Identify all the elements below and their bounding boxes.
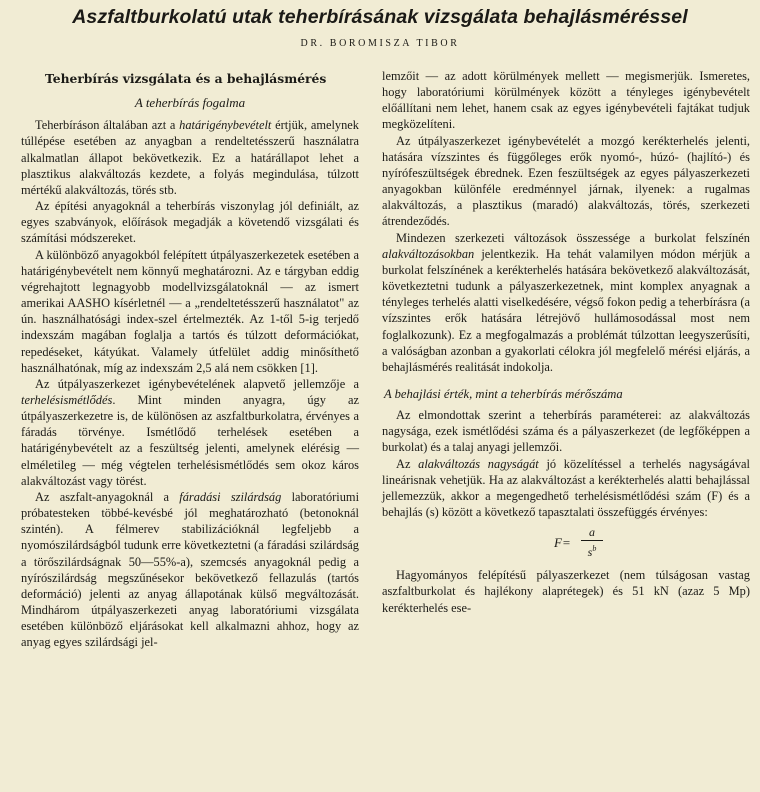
article-title: Aszfaltburkolatú utak teherbírásának vizsgálata behajlásméréssel [72,6,688,28]
paragraph: lemzőit — az adott körülmények mellett — megismerjük. Ismeretes, hogy laboratóriumi körülmények között a tényleges igénybevételt előállítani nem lehet, hanem csak az egyes igénybevételi fajtákat tudjuk megközelíteni. [382,69,750,132]
right-column [382,68,750,616]
paragraph: Az elmondottak szerint a teherbírás paraméterei: az alakváltozás nagysága, ezek ismétlődési száma és a pályaszerkezet (de legfőképpen a burkolat) és a talaj anyagi jellemzői. [382,408,750,455]
paragraph: Az alakváltozás nagyságát jó közelítéssel a terhelés nagyságával lineárisnak vehetjük. Ha az alakváltozást a kerékterhelés alatti behajlással jellemezzük, akkor a megengedhető terhelésismétlődési szám (F) és a behajlás (s) között a következő tapasztalati összefüggés érvényes: [382,456,750,520]
paragraph: Az aszfalt-anyagoknál a fáradási szilárdság laboratóriumi próbatesteken többé-kevésbé jól meghatározható (betonoknál szintén). A félmerev stabilizációknál legfeljebb a nyomószilárdságból tudunk erre következtetni (a fáradási szilárdság a törőszilárdságnak 50—55%-a), szemcsés anyagoknál pedig a nyírószilárdság megszűnésekor bekövetkező fellazulás (tartós deformáció) jelenti az anyag állapotának külső megváltozását. Mindhárom útpályaszerkezeti anyag laboratóriumi vizsgálata esetében különböző eljárásokat kell alkalmazni ahhoz, hogy az anyag egyes szilárdsági jel- [21,489,360,650]
paragraph: Teherbíráson általában azt a határigénybevételt értjük, amelynek túllépése esetében az anyagban a rendeltetésszerű használatra alkalmatlan állapot bekövetkezik. Ez a határállapot lehet a plasztikus alakváltozás kezdete, a folyás megindulása, túlzott mértékű alakváltozás, törés stb. [21,118,359,197]
left-column [21,68,359,650]
paragraph: Mindezen szerkezeti változások összessége a burkolat felszínén alakváltozásokban jelentkezik. Ha tehát valamilyen módon mérjük a burkolat felszínének a kerékterhelés hatására bekövetkező alakváltozását, következtetni tudunk a pályaszerkezetnek, mint komplex anyagnak a tényleges terhelés alatti viselkedésére, végső fokon pedig a teherbírásra (a vízszintes erők hatására létrejövő hullámosodással most nem foglalkozunk). Ez a megfogalmazás a problémát túlzottan leegyszerűsíti, a valóságban azonban a gyakorlati célokra jól megfelelő mérési eljárás, a behajlásmérés realitását indokolja. [382,230,750,374]
subsection-heading-1: A teherbírás fogalma [134,95,246,111]
article-author: DR. BOROMISZA TIBOR [300,38,460,49]
paragraph: Az építési anyagoknál a teherbírás viszonylag jól definiált, az egyes szabványok, előírások megadják a követendő vizsgálati és számítási módszereket. [21,199,359,246]
subsection-heading-2: A behajlási érték, mint a teherbírás mérőszáma [384,386,623,401]
formula: F= $\frac{a}{s^b}$ [382,525,750,561]
paragraph: A különböző anyagokból felépített útpályaszerkezetek esetében a határigénybevételt nem könnyű meghatározni. Az e tárgyban eddig végrehajtott legnagyobb modellvizsgálatoknál — az ismert amerikai AASHO kísérletnél — a „rendeltetésszerű használatot" az ún. használhatósági index-szel értelmezték. Az 1-től 5-ig terjedő indexszám magában foglalja a tartós és túlzott deformációkat, repedéseket, kátyúkat. Valamely útfelület addig minősíthető használhatónak, míg az indexszám 2,5 alá nem csökken [1]. [21,247,359,375]
paragraph: Hagyományos felépítésű pályaszerkezet (nem túlságosan vastag aszfaltburkolat és hajlékony alaprétegek) és 51 kN (azaz 5 Mp) kerékterhelés ese- [382,568,750,615]
paragraph: Az útpályaszerkezet igénybevételének alapvető jellemzője a terhelésismétlődés. Mint minden anyagra, úgy az útpályaszerkezetre is, de különösen az aszfaltburkolatra, érvényes a fáradás törvénye. Ismétlődő terhelések esetében a határigénybevételt az a feszültség jelenti, amelynek elérésig — elméletileg — még végtelen terhelésismétlődés sem okoz káros alakváltozást vagy törést. [21,376,359,488]
section-heading: Teherbírás vizsgálata és a behajlásmérés [45,71,327,86]
paragraph: Az útpályaszerkezet igénybevételét a mozgó kerékterhelés jelenti, hatására vízszintes és függőleges erők nyomó-, húzó- (hajlító-) és nyírófeszültségek ébrednek. Ezen feszültségek az egyes pályaszerkezeti anyagokban különféle eredménnyel járnak, ilyenek: a rugalmas alakváltozás, a plasztikus (maradó) alakváltozás, törés, szerkezeti átrendeződés. [382,133,750,229]
